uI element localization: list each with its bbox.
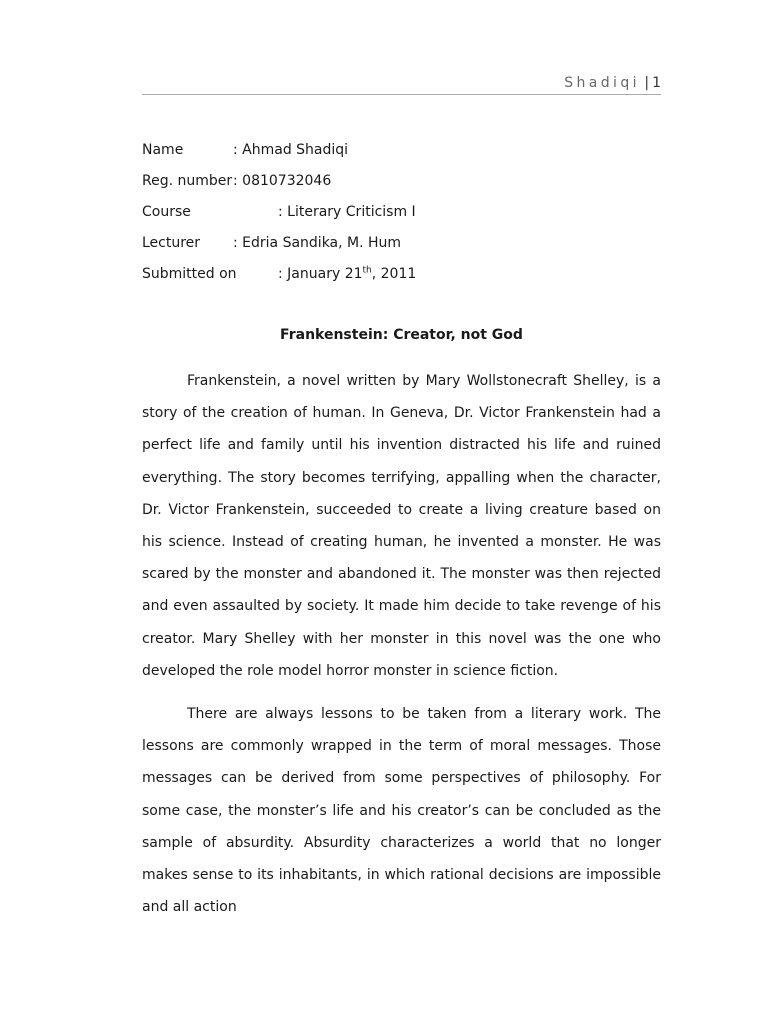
date-suffix: , 2011: [371, 266, 417, 282]
info-row-submitted-on: [142, 262, 661, 293]
paragraph-text: There are always lessons to be taken from a literary work. The lessons are commonly wrapped in the term of moral messages. Those messages can be derived from some perspectives of philosophy. For some case, the monster’s life and his creator’s can be concluded as the sample of absurdity. Absurdity characterizes a world that no longer makes sense to its inhabitants, in which rational decisions are impossible and all action: [142, 706, 661, 916]
paragraph-text: Frankenstein, a novel written by Mary Wollstonecraft Shelley, is a story of the creation of human. In Geneva, Dr. Victor Frankenstein had a perfect life and family until his invention distracted his life and ruined everything. The story becomes terrifying, appalling when the character, Dr. Victor Frankenstein, succeeded to create a living creature based on his science. Instead of creating human, he invented a monster. He was scared by the monster and abandoned it. The monster was then rejected and even assaulted by society. It made him decide to take revenge of his creator. Mary Shelley with her monster in this novel was the one who developed the role model horror monster in science fiction.: [142, 373, 661, 679]
info-row-name: [142, 138, 661, 169]
info-row-lecturer: [142, 231, 661, 262]
header-right: [564, 74, 661, 92]
essay-title: Frankenstein: Creator, not God: [280, 327, 523, 343]
page-header: [142, 74, 661, 95]
info-value: : Literary Criticism I: [278, 204, 416, 220]
info-row-course: [142, 200, 661, 231]
info-value: : Edria Sandika, M. Hum: [233, 235, 402, 251]
info-label: Submitted on: [142, 266, 237, 282]
date-prefix: : January 21: [278, 266, 363, 282]
info-row-reg-number: [142, 169, 661, 200]
info-value: [278, 262, 416, 286]
info-value: : Ahmad Shadiqi: [233, 142, 349, 158]
date-ordinal-suffix: th: [362, 265, 372, 276]
info-label: Name: [142, 142, 184, 158]
info-value: : 0810732046: [233, 173, 332, 189]
info-label: Reg. number: [142, 173, 233, 189]
header-author: Shadiqi: [564, 75, 640, 91]
info-label: Lecturer: [142, 235, 201, 251]
info-label: Course: [142, 204, 191, 220]
page-number: 1: [652, 75, 661, 91]
header-separator: |: [644, 75, 650, 91]
body-paragraph: [142, 365, 661, 687]
student-info: [142, 138, 661, 293]
body-paragraph: [142, 698, 661, 923]
